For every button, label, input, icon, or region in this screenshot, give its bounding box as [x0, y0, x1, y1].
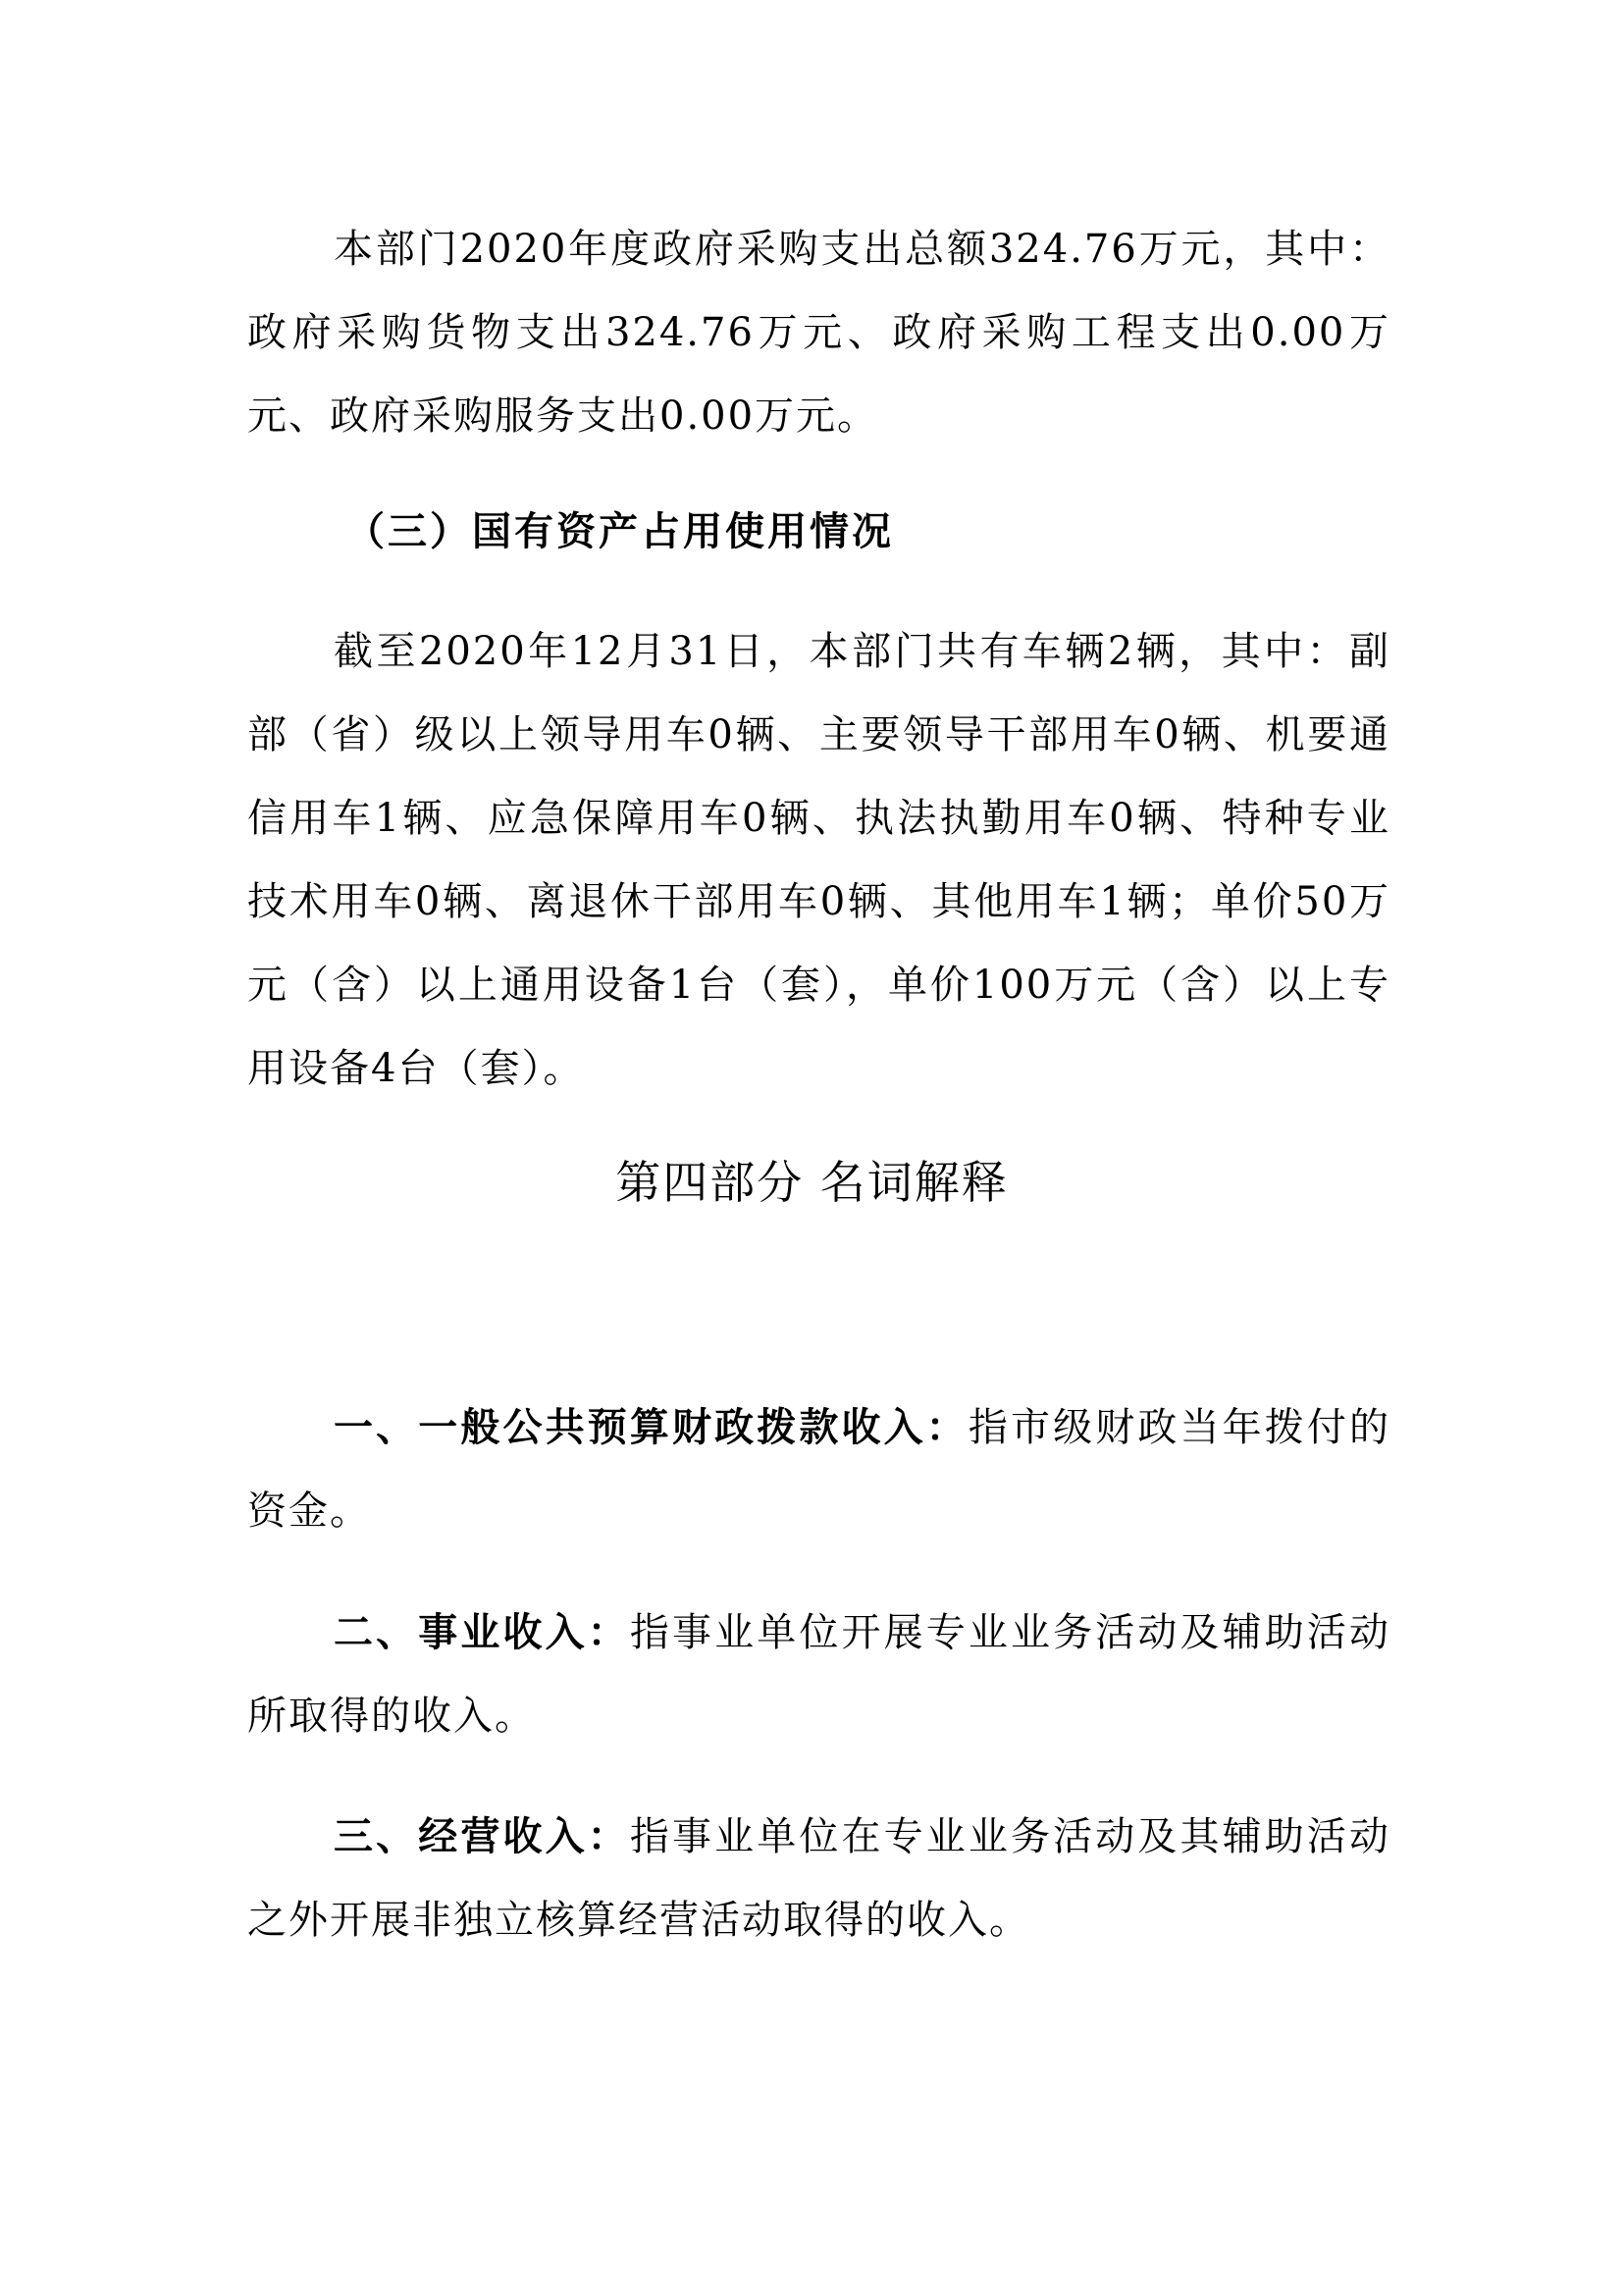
term-definition: 指事业单位开展专业业务活动及辅助活动所取得的收入。: [247, 1610, 1390, 1739]
assets-section-heading: （三）国有资产占用使用情况: [345, 509, 894, 554]
part-four-title: 第四部分 名词解释: [615, 1156, 1009, 1209]
term-business-income: [247, 1592, 1390, 1758]
term-general-budget: [247, 1386, 1390, 1553]
term-label: 二、事业收入：: [334, 1610, 630, 1655]
term-label: 三、经营收入：: [334, 1814, 630, 1859]
term-operating-income: [247, 1796, 1390, 1962]
procurement-paragraph: 本部门2020年度政府采购支出总额324.76万元，其中：政府采购货物支出324.76万元、政府采购工程支出0.00万元、政府采购服务支出0.00万元。: [247, 227, 1390, 439]
term-definition: 指市级财政当年拨付的资金。: [247, 1405, 1390, 1534]
term-definition: 指事业单位在专业业务活动及其辅助活动之外开展非独立核算经营活动取得的收入。: [247, 1814, 1390, 1943]
assets-paragraph: 截至2020年12月31日，本部门共有车辆2辆，其中：副部（省）级以上领导用车0辆、主要领导干部用车0辆、机要通信用车1辆、应急保障用车0辆、执法执勤用车0辆、特种专业技术用车0辆、离退休干部用车0辆、其他用车1辆；单价50万元（含）以上通用设备1台（套），单价100万元（含）以上专用设备4台（套）。: [247, 629, 1390, 1091]
term-label: 一、一般公共预算财政拨款收入：: [334, 1405, 969, 1450]
